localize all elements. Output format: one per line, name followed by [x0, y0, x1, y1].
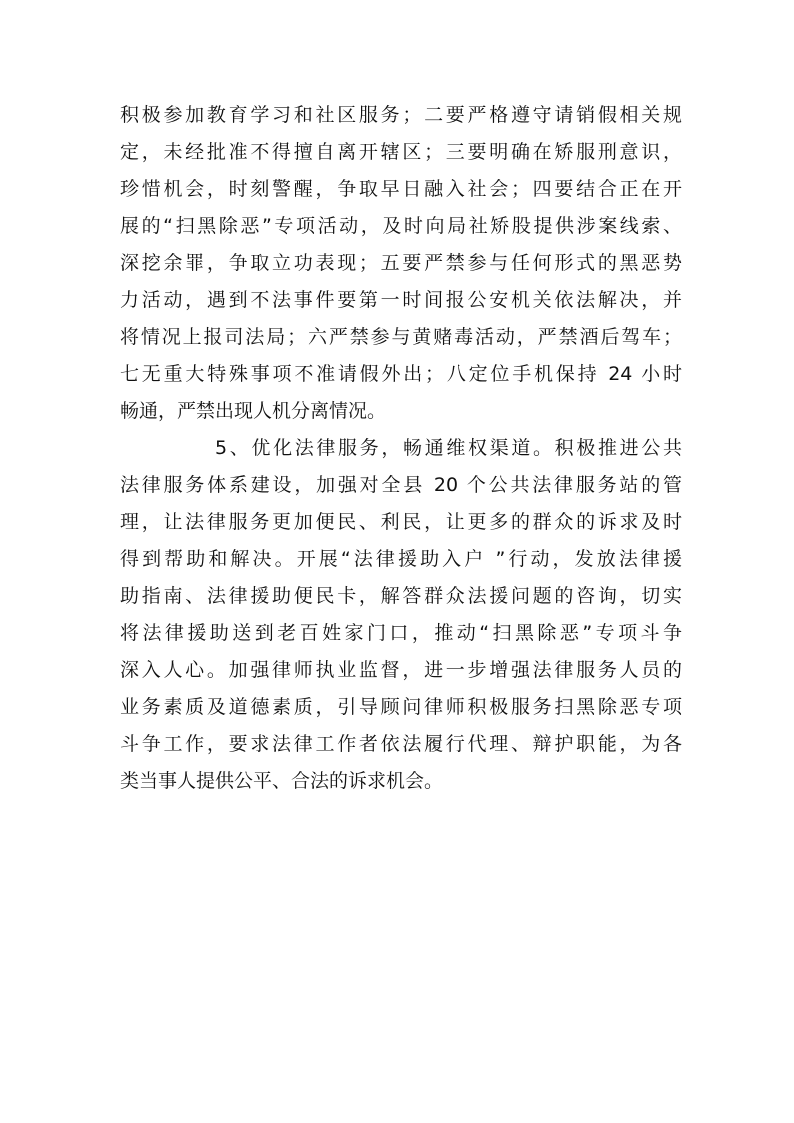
text-line: 力活动，遇到不法事件要第一时间报公安机关依法解决，并 — [120, 289, 682, 311]
text-line: 斗争工作，要求法律工作者依法履行代理、辩护职能，为各 — [120, 733, 682, 755]
text-line: 理，让法律服务更加便民、利民，让更多的群众的诉求及时 — [120, 511, 682, 533]
text-line: 定，未经批准不得擅自离开辖区；三要明确在矫服刑意识， — [120, 141, 682, 163]
paragraph-1 — [120, 97, 682, 430]
paragraph-2 — [120, 430, 682, 800]
text-line: 积极参加教育学习和社区服务；二要严格遵守请销假相关规 — [120, 104, 682, 126]
text-line: 深入人心。加强律师执业监督，进一步增强法律服务人员的 — [120, 659, 682, 681]
text-line: 业务素质及道德素质，引导顾问律师积极服务扫黑除恶专项 — [120, 696, 682, 718]
text-line: 将情况上报司法局；六严禁参与黄赌毒活动，严禁酒后驾车； — [120, 326, 682, 348]
text-line: 类当事人提供公平、合法的诉求机会。 — [120, 770, 444, 792]
text-line: 七无重大特殊事项不准请假外出；八定位手机保持 24 小时 — [120, 363, 682, 385]
text-line: 畅通，严禁出现人机分离情况。 — [120, 400, 387, 422]
text-line: 助指南、法律援助便民卡，解答群众法援问题的咨询，切实 — [120, 585, 682, 607]
text-line: 展的“扫黑除恶”专项活动，及时向局社矫股提供涉案线索、 — [120, 215, 682, 237]
text-line: 法律服务体系建设，加强对全县 20 个公共法律服务站的管 — [120, 474, 682, 496]
text-line: 珍惜机会，时刻警醒，争取早日融入社会；四要结合正在开 — [120, 178, 682, 200]
text-line: 得到帮助和解决。开展“法律援助入户 ”行动，发放法律援 — [120, 548, 682, 570]
text-line: 5、优化法律服务，畅通维权渠道。积极推进公共 — [215, 437, 682, 459]
text-line: 将法律援助送到老百姓家门口，推动“扫黑除恶”专项斗争 — [120, 622, 682, 644]
text-line: 深挖余罪，争取立功表现；五要严禁参与任何形式的黑恶势 — [120, 252, 682, 274]
body-text — [120, 97, 682, 800]
